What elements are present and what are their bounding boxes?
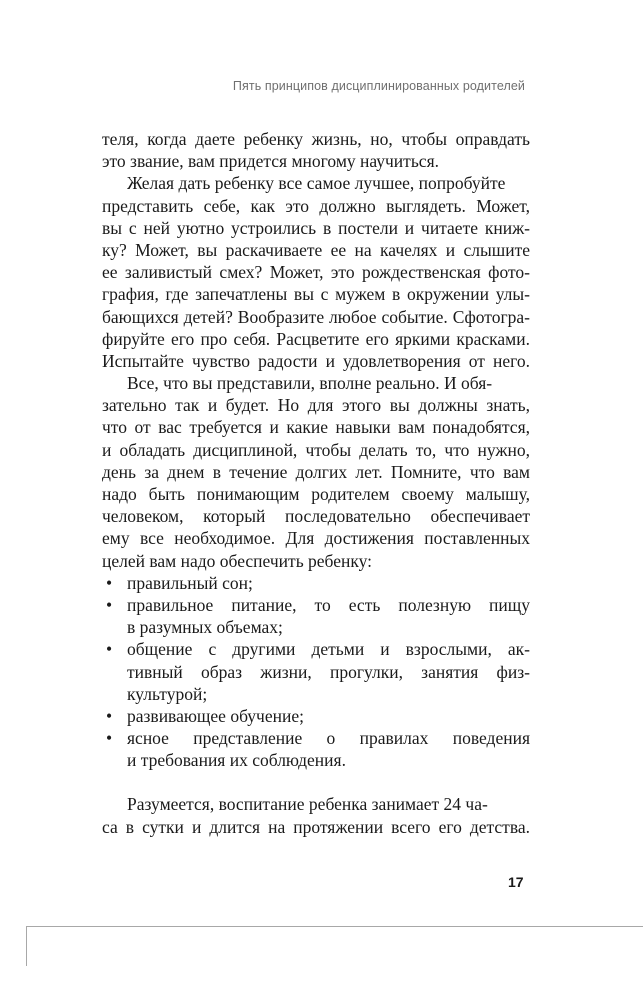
text-line-content: са в сутки и длится на протяжении всего его детства.	[102, 816, 530, 837]
bullet-text: в разумных объемах;	[127, 617, 283, 638]
bullet-text: и требования их соблюдения.	[127, 750, 346, 771]
text-line	[102, 372, 530, 394]
text-line-content: целей вам надо обеспечить ребенку:	[102, 550, 373, 571]
text-line	[102, 150, 530, 172]
bullet-list	[102, 572, 530, 772]
text-line	[102, 439, 530, 461]
text-line	[102, 306, 530, 328]
bullet-line	[102, 594, 530, 616]
list-item	[102, 705, 530, 727]
list-item	[102, 594, 530, 638]
bullet-line	[102, 661, 530, 683]
list-item	[102, 638, 530, 705]
crop-line-vertical	[26, 926, 27, 966]
text-line	[102, 550, 530, 572]
bullet-text: правильный сон;	[127, 572, 253, 593]
text-line	[102, 128, 530, 150]
bullet-icon: •	[106, 639, 113, 660]
bullet-text: развивающее обучение;	[127, 705, 304, 726]
bullet-text: тивный образ жизни, прогулки, занятия физ-	[127, 661, 530, 682]
text-line-content: и обладать дисциплиной, чтобы делать то, что нужно,	[102, 439, 530, 460]
text-line-content: бающихся детей? Вообразите любое событие. Сфотогра-	[102, 306, 530, 327]
text-line-content: человеком, который последовательно обеспечивает	[102, 506, 530, 527]
bullet-line	[102, 572, 530, 594]
bullet-text: общение с другими детьми и взрослыми, ак-	[127, 639, 530, 660]
bullet-icon: •	[106, 572, 113, 593]
text-line	[102, 793, 530, 815]
text-line	[102, 483, 530, 505]
running-header: Пять принципов дисциплинированных родителей	[232, 79, 525, 93]
text-line-content: что от вас требуется и какие навыки вам понадобятся,	[102, 417, 530, 438]
bullet-line	[102, 749, 530, 771]
text-line-content: день за днем в течение долгих лет. Помните, что вам	[102, 461, 530, 482]
bullet-text: правильное питание, то есть полезную пищу	[127, 594, 530, 615]
text-line-content: графия, где запечатлены вы с мужем в окружении улы-	[102, 284, 530, 305]
text-line	[102, 394, 530, 416]
text-line	[102, 416, 530, 438]
text-line	[102, 283, 530, 305]
text-line	[102, 239, 530, 261]
text-line-content: теля, когда даете ребенку жизнь, но, чтобы оправдать	[102, 129, 530, 149]
bullet-line	[102, 705, 530, 727]
text-line	[102, 505, 530, 527]
text-line-content: представить себе, как это должно выглядеть. Может,	[102, 195, 530, 216]
text-line	[102, 195, 530, 217]
text-line	[102, 527, 530, 549]
text-line	[102, 350, 530, 372]
bullet-line	[102, 638, 530, 660]
text-line-content: Желая дать ребенку все самое лучшее, попробуйте	[127, 173, 506, 194]
text-line	[102, 461, 530, 483]
bullet-icon: •	[106, 728, 113, 749]
text-line-content: зательно так и будет. Но для этого вы должны знать,	[102, 395, 530, 416]
text-line-content: вы с ней уютно устроились в постели и читаете книж-	[102, 217, 530, 238]
bullet-icon: •	[106, 594, 113, 615]
list-item	[102, 727, 530, 771]
crop-line-horizontal	[26, 926, 643, 927]
text-line-content: фируйте его про себя. Расцветите его яркими красками.	[102, 328, 530, 349]
page-number: 17	[508, 874, 524, 890]
text-line	[102, 816, 530, 838]
bullet-line	[102, 616, 530, 638]
text-line-content: ему все необходимое. Для достижения поставленных	[102, 528, 530, 549]
bullet-text: ясное представление о правилах поведения	[127, 728, 530, 749]
text-line	[102, 328, 530, 350]
text-line-content: надо быть понимающим родителем своему малышу,	[102, 484, 530, 504]
bullet-line	[102, 683, 530, 705]
text-line-content: ку? Может, вы раскачиваете ее на качелях и слышите	[102, 239, 530, 260]
text-line-content: ее заливистый смех? Может, это рождественская фото-	[102, 262, 530, 283]
text-line	[102, 217, 530, 239]
page-body	[102, 128, 530, 838]
text-line	[102, 261, 530, 283]
text-line-content: Разумеется, воспитание ребенка занимает 24 ча-	[127, 794, 488, 815]
bullet-icon: •	[106, 705, 113, 726]
text-line-content: Все, что вы представили, вполне реально. И обя-	[127, 373, 493, 394]
list-item	[102, 572, 530, 594]
text-line-content: Испытайте чувство радости и удовлетворения от него.	[102, 350, 530, 371]
text-line	[102, 172, 530, 194]
text-line-content: это звание, вам придется многому научиться.	[102, 151, 439, 172]
paragraph-gap	[102, 771, 530, 793]
bullet-line	[102, 727, 530, 749]
bullet-text: культурой;	[127, 683, 208, 704]
